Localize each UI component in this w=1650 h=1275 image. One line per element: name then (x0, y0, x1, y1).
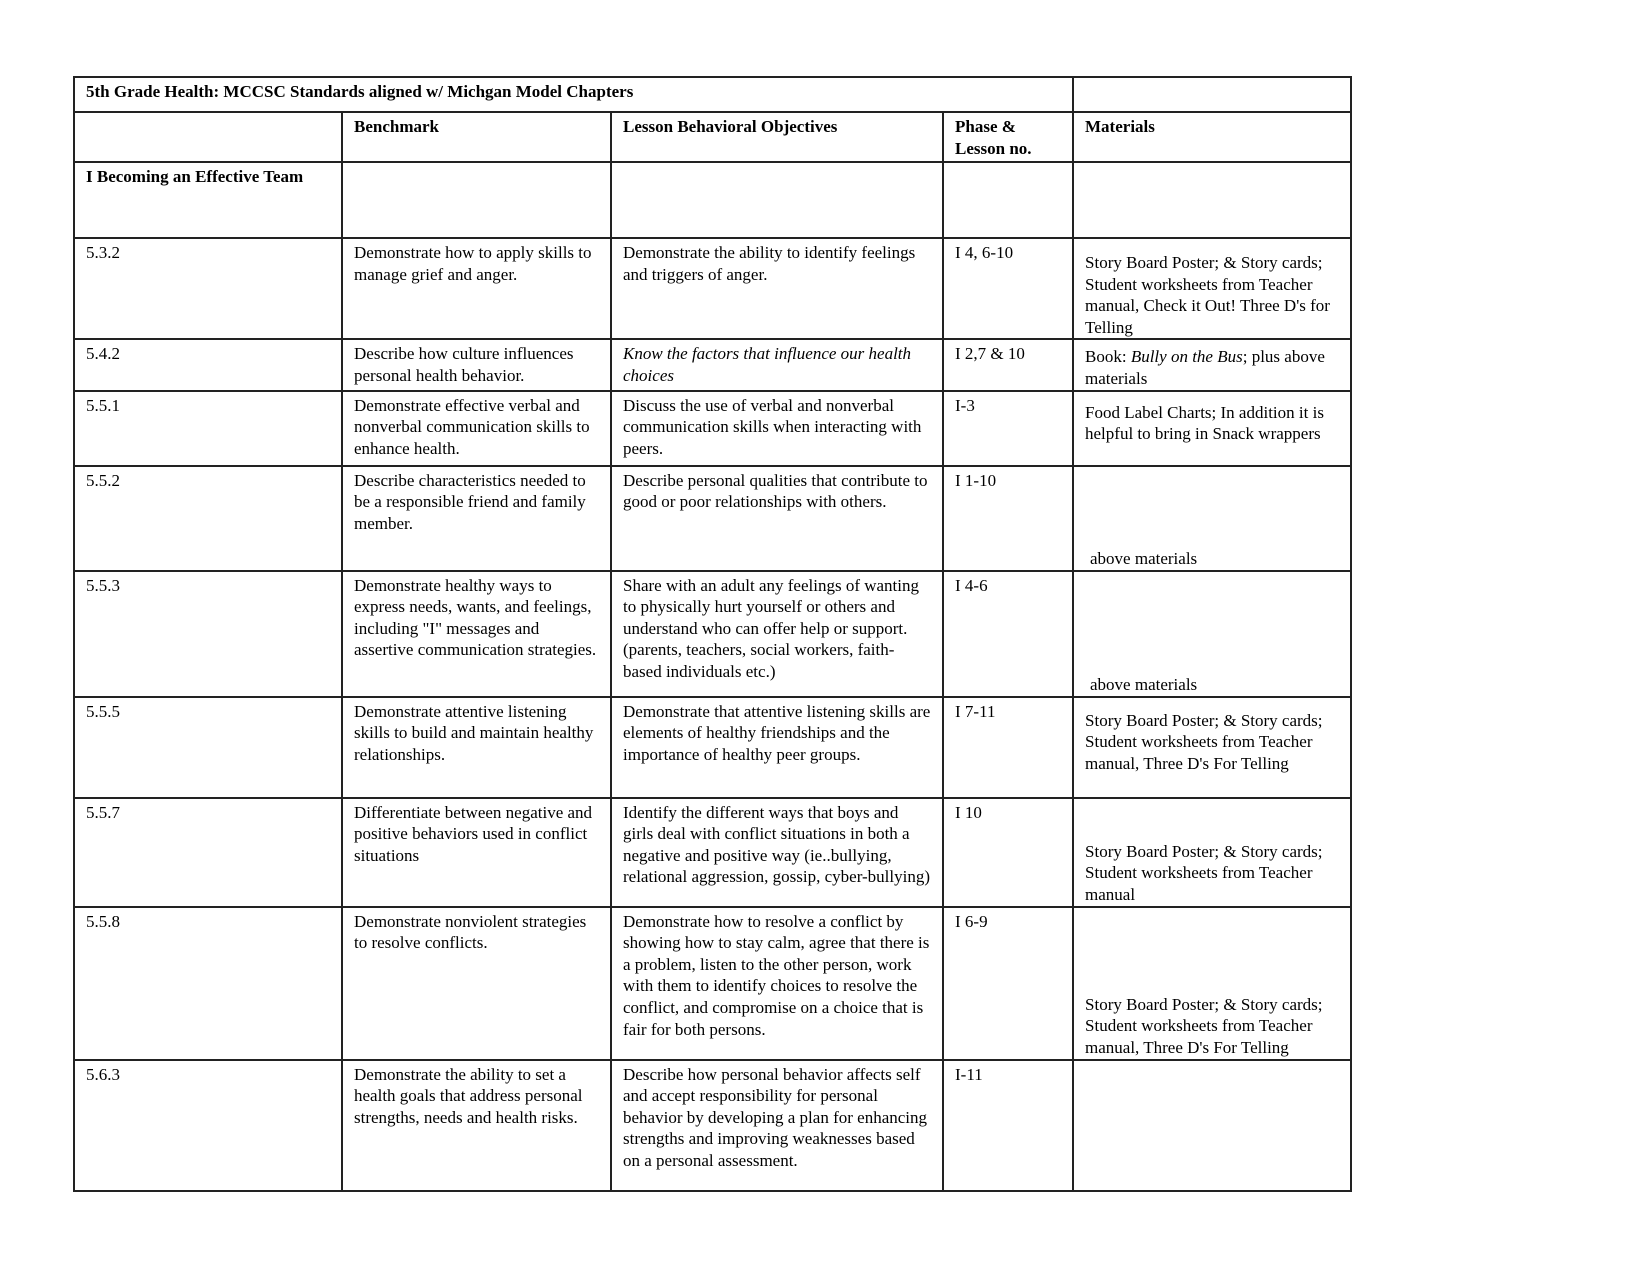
section-blank-cell (943, 162, 1073, 238)
objective-text: Know the factors that influence our health choices (623, 344, 912, 385)
standard-code: 5.5.5 (74, 697, 342, 798)
phase-cell: I 7-11 (943, 697, 1073, 798)
section-blank-cell (1073, 162, 1351, 238)
benchmark-cell: Demonstrate attentive listening skills to build and maintain healthy relationships. (342, 697, 611, 798)
objective-cell: Identify the different ways that boys and girls deal with conflict situations in both a negative and positive way (ie..bullying, relational aggression, gossip, cyber-bullying) (611, 798, 943, 907)
phase-cell: I-11 (943, 1060, 1073, 1191)
phase-cell: I 1-10 (943, 466, 1073, 571)
materials-cell (1073, 571, 1351, 697)
table-row (74, 391, 1351, 466)
objective-cell: Demonstrate that attentive listening skills are elements of healthy friendships and the importance of healthy peer groups. (611, 697, 943, 798)
standard-code: 5.3.2 (74, 238, 342, 339)
materials-cell: Food Label Charts; In addition it is helpful to bring in Snack wrappers (1073, 391, 1351, 466)
phase-cell: I 6-9 (943, 907, 1073, 1060)
benchmark-cell: Describe how culture influences personal health behavior. (342, 339, 611, 390)
materials-cell (1073, 1060, 1351, 1191)
header-objectives: Lesson Behavioral Objectives (611, 112, 943, 162)
page-title: 5th Grade Health: MCCSC Standards aligned w/ Michgan Model Chapters (74, 77, 1073, 112)
materials-cell (1073, 238, 1351, 339)
header-phase: Phase & Lesson no. (943, 112, 1073, 162)
materials-text: Story Board Poster; & Story cards; Student worksheets from Teacher manual, Three D's For Telling (1085, 994, 1323, 1057)
section-row (74, 162, 1351, 238)
header-benchmark: Benchmark (342, 112, 611, 162)
header-code (74, 112, 342, 162)
materials-cell (1073, 466, 1351, 571)
materials-text: Story Board Poster; & Story cards; Student worksheets from Teacher manual, Check it Out! Three D's for Telling (1085, 253, 1330, 337)
benchmark-cell: Demonstrate healthy ways to express needs, wants, and feelings, including "I" messages and assertive communication strategies. (342, 571, 611, 697)
title-blank-cell (1073, 77, 1351, 112)
objective-cell: Share with an adult any feelings of wanting to physically hurt yourself or others and understand who can offer help or support.(parents, teachers, social workers, faith-based individuals etc.) (611, 571, 943, 697)
materials-text: above materials (1090, 548, 1198, 568)
phase-cell: I 4, 6-10 (943, 238, 1073, 339)
table-row (74, 571, 1351, 697)
phase-cell: I 10 (943, 798, 1073, 907)
standard-code: 5.6.3 (74, 1060, 342, 1191)
standard-code: 5.4.2 (74, 339, 342, 390)
materials-suffix: ; plus above materials (1085, 347, 1325, 388)
materials-cell (1073, 907, 1351, 1060)
benchmark-cell: Demonstrate effective verbal and nonverbal communication skills to enhance health. (342, 391, 611, 466)
standards-table (73, 76, 1352, 1192)
header-materials: Materials (1073, 112, 1351, 162)
phase-cell: I-3 (943, 391, 1073, 466)
benchmark-cell: Demonstrate how to apply skills to manage grief and anger. (342, 238, 611, 339)
section-blank-cell (611, 162, 943, 238)
standard-code: 5.5.1 (74, 391, 342, 466)
benchmark-cell: Demonstrate the ability to set a health goals that address personal strengths, needs and health risks. (342, 1060, 611, 1191)
materials-cell (1073, 798, 1351, 907)
book-title: Bully on the Bus (1130, 347, 1243, 367)
objective-cell: Demonstrate the ability to identify feelings and triggers of anger. (611, 238, 943, 339)
materials-cell: Story Board Poster; & Story cards; Student worksheets from Teacher manual, Three D's For Telling (1073, 697, 1351, 798)
objective-cell: Describe personal qualities that contribute to good or poor relationships with others. (611, 466, 943, 571)
table-row (74, 907, 1351, 1060)
materials-prefix: Book: (1085, 347, 1131, 367)
standard-code: 5.5.7 (74, 798, 342, 907)
phase-cell: I 2,7 & 10 (943, 339, 1073, 390)
materials-text: Story Board Poster; & Story cards; Student worksheets from Teacher manual (1085, 841, 1323, 904)
table-row (74, 238, 1351, 339)
materials-cell (1073, 339, 1351, 390)
section-label: I Becoming an Effective Team (74, 162, 342, 238)
title-row (74, 77, 1351, 112)
materials-text: above materials (1090, 674, 1198, 694)
objective-cell: Describe how personal behavior affects self and accept responsibility for personal behavior by developing a plan for enhancing strengths and improving weaknesses based on a personal assessment. (611, 1060, 943, 1191)
header-row (74, 112, 1351, 162)
table-row (74, 1060, 1351, 1191)
objective-cell: Demonstrate how to resolve a conflict by showing how to stay calm, agree that there is a problem, listen to the other person, work with them to identify choices to resolve the conflict, and compromise on a choice that is fair for both persons. (611, 907, 943, 1060)
benchmark-cell: Differentiate between negative and positive behaviors used in conflict situations (342, 798, 611, 907)
table-row (74, 339, 1351, 390)
benchmark-cell: Describe characteristics needed to be a responsible friend and family member. (342, 466, 611, 571)
table-row (74, 798, 1351, 907)
table-row (74, 697, 1351, 798)
standard-code: 5.5.8 (74, 907, 342, 1060)
phase-cell: I 4-6 (943, 571, 1073, 697)
benchmark-cell: Demonstrate nonviolent strategies to resolve conflicts. (342, 907, 611, 1060)
objective-cell (611, 339, 943, 390)
standard-code: 5.5.3 (74, 571, 342, 697)
table-row (74, 466, 1351, 571)
objective-cell: Discuss the use of verbal and nonverbal communication skills when interacting with peers. (611, 391, 943, 466)
standard-code: 5.5.2 (74, 466, 342, 571)
section-blank-cell (342, 162, 611, 238)
